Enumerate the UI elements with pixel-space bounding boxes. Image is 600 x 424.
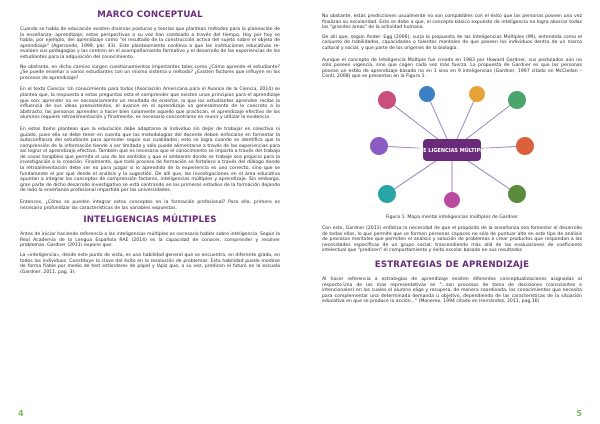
paragraph: Aunque el concepto de Inteligencia Múltiple fue creado en 1983 por Howard Gardner, sus postulados aún no sólo poseen vigencia, sino que cogen cada vez más fuerza. La propuesta de Gardner es que las personas posean un estilo de aprendizaje basado no en 1 sino en 9 inteligencias (Gardner, 1997 citado en McClellan – Conti, 2008) que se presentan en la Figura 1. [322,57,582,80]
page-number: 4 [18,409,24,418]
mind-map-figure [357,84,547,212]
paragraph: Al hacer referencia a estrategias de aprendizaje existen diferentes conceptualizaciones asignadas al respecto.Una de las mas representativas es "...son procesos de toma de decisiones (conscientes e intencionales) en los cuales el alumno elige y recupera, de manera coordinada, los conocimientos que necesita para complementar una determinada demanda u objetivo, dependiendo de las características de la situación educativa en que se produce la acción..." (Monereo, 1994 citado en Hernández, 2011, pag.16) [322,276,582,305]
paragraph: Entonces, ¿Cómo se pueden integrar estos conceptos en la formación profesional? Para ello, primero es necesario profundizar las características de las variables expuestas. [20,200,280,211]
figure-caption: Figura 1. Mapa mental inteligencias múltiples de Gardner [386,214,518,220]
intelligence-node-icon [508,91,526,109]
intelligence-node-icon [378,185,396,203]
paragraph: Antes de iniciar haciendo referencia a las inteligencias múltiples es necesario hablar sobre inteligencia. Según la Real Academia de la Lengua Española RAE (2014) es la capacidad de conocer, comprender y resolver problemas. Gardner (2011) expone que: [20,232,280,249]
paragraph: No obstante, en dicho camino surgen cuestionamientos importantes tales como ¿Cómo aprende el estudiante? ¿Se puede enseñar a varios estudiantes con un mismo sistema o método? ¿Existen factores que influyen en los procesos de aprendizaje? [20,64,280,81]
paragraph: En el texto Ciencia: Un conocimiento para todos (Asociación Americana para el Avance de la Ciencia, 2014) se plantea que, la respuesta a estas preguntas está el comprender que existen unos principios para el aprendizaje que son: aprender no es necesariamente un resultado de enseñar, lo que los estudiantes aprenden recibe la influencia de sus ideas preexistentes, el avance en el aprendizaje va generalmente de lo concreto a lo abstracto, las personas aprenden a hacer bien solamente aquello que practican, el aprendizaje efectivo de los alumnos requiere retroalimentación y finalmente, es necesario concentrarse en reunir y utilizar la evidencia. [20,87,280,121]
paragraph: En estos ítems plantean que la educación debe adaptarse al individuo sin dejar de trabajar en colectivo ni guiado, pues ello se debe tener en cuenta que las metodologías del docente deben enfocarse en fomentar la autoconfianza del estudiante para aprender según sus cualidades; esto se logra cuando se identifica que la comprensión de la información tiende a ser limitada y sólo puede alimentarse a través de las experiencias para así lograr el aprendizaje efectivo. También que es necesario que el conocimiento se imparta a través del trabajo de cosas tangibles que permita el uso de los sentidos y que el ambiente donde se trabaje sea propicio para la investigación o la creación. Finalmente, que todo proceso de formación se fortalece a través del diálogo donde la retroalimentación debe ser no para juzgar si lo aprendido de la experiencia es uno correcto, sino que se fundamente el por qué desde el análisis y la sugestión. De allí que, las investigaciones en el área educativa apuntan a integrar los conceptos de comprensión factores, inteligencias múltiples y aprendizaje. Sin embargo, gran parte de dicho desarrollo investigativo se está centrando en los primeros estadios de la formación dejando de lado la enseñanza profesional impartida por las universidades. [20,126,280,194]
heading-inteligencias-multiples: INTELIGENCIAS MÚLTIPLES [83,215,217,226]
heading-marco-conceptual: MARCO CONCEPTUAL [97,10,203,20]
heading-estrategias-de-aprendizaje: ESTRATEGIAS DE APRENDIZAJE [374,259,530,270]
paragraph: No obstante, estas predicciones usualmente no son compatibles con el éxito que las personas poseen una vez finalizan su escolaridad. Esto se debe a que, el concepto básico expuesto de inteligencia no logra abarcar todas las "grandes áreas" de la actividad humana. [322,14,582,31]
intelligence-node-icon [469,86,485,102]
intelligence-node-icon [444,192,460,208]
right-page [300,0,600,424]
paragraph: Cuando se habla de educación existen diversas posturas y teorías que plantean métodos para la planeación de la enseñanza- aprendizaje; estas perspectivas a su vez han cambiado a través del tiempo. Hoy por hoy se habla; por ejemplo, del aprendizaje como "el resultado de la construcción activa del sujeto sobre el objeto de aprendizaje" (Agerrondo, 1999, pár. 43). Este planteamiento conlleva a que las instituciones educativas re-evalúen sus pedagogías y las centren en el acompañamiento formativo y el desarrollo de las experiencias de los estudiantes para la adquisición del conocimiento. [20,27,280,60]
page-number: 5 [576,409,582,418]
intelligence-node-icon [516,137,534,155]
intelligence-node-icon [378,91,396,109]
intelligence-node-icon [419,86,435,102]
paragraph: De allí que, según Ander- Egg (2006), surja la propuesta de las Inteligencias Múltiples (IM), entendida como el conjunto de habilidades, capacidades o talentos mentales de que poseen los individuos dentro de un marco cultural y social, y que parte de los orígenes de la biología. [322,34,582,51]
intelligence-node-icon [370,137,388,155]
paragraph: Con esto, Gardner (2011) enfatiza la necesidad de que el propósito de la enseñanza sea fomentar el desarrollo de todas ellas, lo que permite que se formen personas capaces no sólo de puntuar alto en este tipo de análisis de procesos mentales que permiten el análisis y solución de problemas o crear productos que respondan a las necesidades específicas de un grupo social; trascendiendo más allá de las evaluaciones de coeficiente intelectual que "predicen" el comportamiento y éxito escolar basado en sus resultados [322,225,582,254]
quote-paragraph: La «inteligencia», desde este punto de vista, es una habilidad general que se encuentra, en diferente grado, en todos los individuos. Constituye la clave del éxito en la resolución de problemas. Esta habilidad puede medirse de forma fiable por medio de test estándares de papel y lápiz que, a su vez, predicen el futuro en la escuela (Gardner, 2011, pag. 3). [20,253,280,275]
mind-map-center-label: INTE LIGENCIAS MÚLTIPLES [413,147,491,154]
intelligence-node-icon [508,185,526,203]
